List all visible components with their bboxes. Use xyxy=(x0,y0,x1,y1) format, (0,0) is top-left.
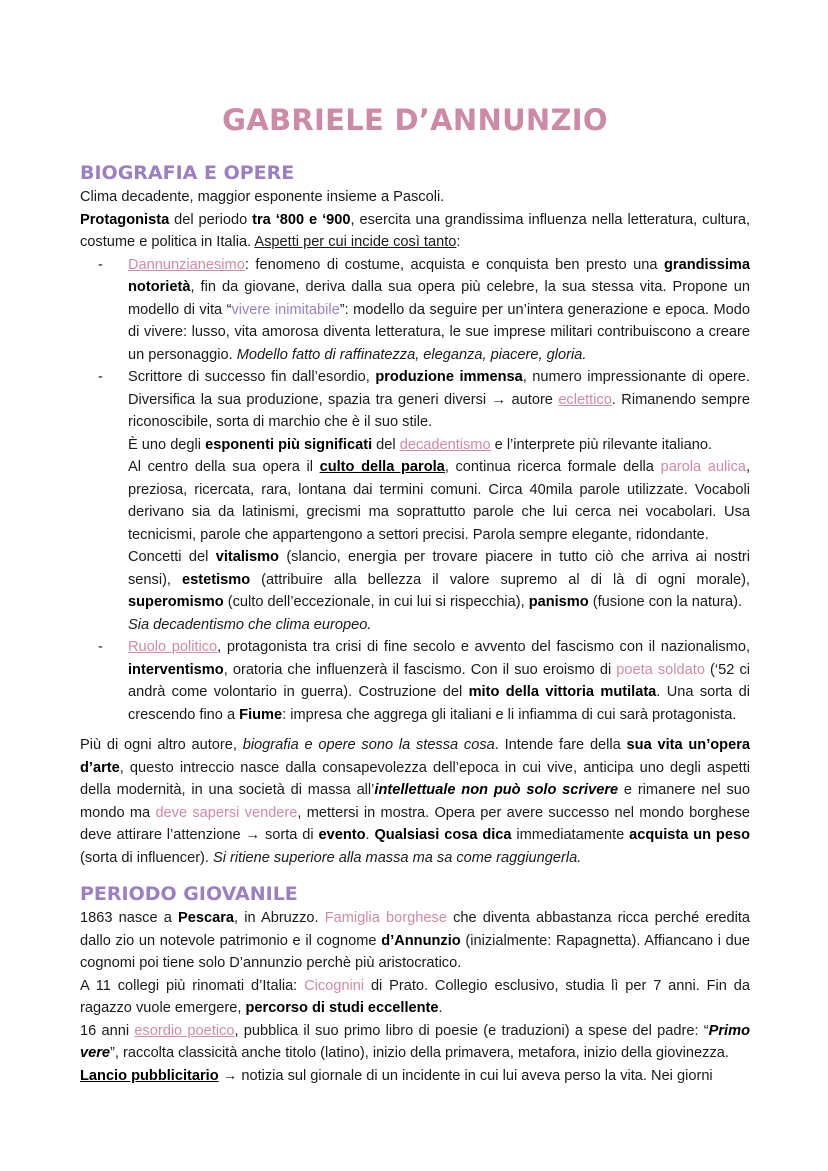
section-heading-periodo-giovanile: PERIODO GIOVANILE xyxy=(80,883,298,905)
document-page xyxy=(80,100,750,1087)
sub-paragraph-concetti: Concetti del vitalismo (slancio, energia per trovare piacere in tutto ciò che arriva ai nostri sensi), estetismo (attribuire alla bellezza il valore supremo al di là di ogni morale), superomismo (culto dell’eccezionale, in cui lui si rispecchia), panismo (fusione con la natura). xyxy=(128,549,750,610)
sub-paragraph-culto-parola: Al centro della sua opera il culto della parola, continua ricerca formale della parola aulica, preziosa, ricercata, rara, lontana dai termini comuni. Circa 40mila parole utilizzate. Vocaboli derivano sia da latinismi, grecismi ma soprattutto parole che lui cerca nei vocabolari. Usa tecnicismi, parole che appartengono a settori precisi. Parola sempre elegante, ridondante. xyxy=(128,459,750,543)
list-item-ruolo-politico: - Ruolo politico, protagonista tra crisi di fine secolo e avvento del fascismo con il nazionalismo, interventismo, oratoria che influenzerà il fascismo. Con il suo eroismo di poeta soldato (‘52 ci andrà come volontario in guerra). Costruzione del mito della vittoria mutilata. Una sorta di crescendo fino a Fiume: impresa che aggrega gli italiani e li infiamma di cui sarà protagonista. xyxy=(128,636,750,726)
aspects-list xyxy=(80,254,750,727)
paragraph-lancio: Lancio pubblicitario → notizia sul giornale di un incidente in cui lui aveva perso la vita. Nei giorni xyxy=(80,1067,713,1084)
page-title: GABRIELE D’ANNUNZIO xyxy=(222,103,608,137)
intro-paragraph: Protagonista del periodo tra ‘800 e ‘900, esercita una grandissima influenza nella letteratura, cultura, costume e politica in Italia. Aspetti per cui incide così tanto: xyxy=(80,211,751,250)
paragraph-esordio: 16 anni esordio poetico, pubblica il suo primo libro di poesie (e traduzioni) a spese del padre: “Primo vere”, raccolta classicità anche titolo (latino), inizio della primavera, metafora, inizio della giovinezza. xyxy=(80,1022,750,1061)
paragraph-collegio: A 11 collegi più rinomati d’Italia: Cicognini di Prato. Collegio esclusivo, studia lì per 7 anni. Fin da ragazzo vuole emergere, percorso di studi eccellente. xyxy=(80,977,750,1016)
list-item-scrittore: - Scrittore di successo fin dall’esordio, produzione immensa, numero impressionante di opere. Diversifica la sua produzione, spazia tra generi diversi → autore eclettico. Rimanendo sempre riconoscibile, sorta di marchio che è il suo stile. È uno degli esponenti più significati del decadentismo e l’interprete più rilevante italiano. Al centro della sua opera il culto della parola, continua ricerca formale della parola aulica, preziosa, ricercata, rara, lontana dai termini comuni. Circa 40mila parole utilizzate. Vocaboli derivano sia da latinismi, grecismi ma soprattutto parole che lui cerca nei vocabolari. Usa tecnicismi, parole che appartengono a settori precisi. Parola sempre elegante, ridondante. Concetti del vitalismo (slancio, energia per trovare piacere in tutto ciò che arriva ai nostri sensi), estetismo (attribuire alla bellezza il valore supremo al di là di ogni morale), superomismo (culto dell’eccezionale, in cui lui si rispecchia), panismo (fusione con la natura). Sia decadentismo che clima europeo. xyxy=(128,366,750,636)
list-item-dannunzianesimo: - Dannunzianesimo: fenomeno di costume, acquista e conquista ben presto una grandissima notorietà, fin da giovane, deriva dalla sua opera più celebre, la sua stessa vita. Propone un modello di vita “vivere inimitabile”: modello da seguire per un’intera generazione e epoca. Modo di vivere: lusso, vita amorosa diventa letteratura, le sue imprese militari contribuiscono a creare un personaggio. Modello fatto di raffinatezza, eleganza, piacere, gloria. xyxy=(128,254,750,367)
sub-paragraph-decadentismo: È uno degli esponenti più significati del decadentismo e l’interprete più rilevante italiano. xyxy=(128,436,713,453)
section-heading-biografia: BIOGRAFIA E OPERE xyxy=(80,162,295,184)
term-eclettico: eclettico xyxy=(558,391,612,408)
sub-paragraph-clima: Sia decadentismo che clima europeo. xyxy=(128,616,372,633)
intro-line: Clima decadente, maggior esponente insieme a Pascoli. xyxy=(80,189,445,205)
term-dannunzianesimo: Dannunzianesimo xyxy=(128,256,245,273)
closing-paragraph: Più di ogni altro autore, biografia e opere sono la stessa cosa. Intende fare della sua vita un’opera d’arte, questo intreccio nasce dalla consapevolezza dell’epoca in cui vive, anticipa uno degli aspetti della modernità, in una società di massa all’intellettuale non può solo scrivere e rimanere nel suo mondo ma deve sapersi vendere, mettersi in mostra. Opera per avere successo nel mondo borghese deve attirare l’attenzione → sorta di evento. Qualsiasi cosa dica immediatamente acquista un peso (sorta di influencer). Si ritiene superiore alla massa ma sa come raggiungerla. xyxy=(80,737,750,866)
term-ruolo-politico: Ruolo politico xyxy=(128,639,218,655)
paragraph-nascita: 1863 nasce a Pescara, in Abruzzo. Famiglia borghese che diventa abbastanza ricca perché eredita dallo zio un notevole patrimonio e il cognome d’Annunzio (inizialmente: Rapagnetta). Affiancano i due cognomi poi tiene solo D’annunzio perchè più aristocratico. xyxy=(80,910,750,971)
